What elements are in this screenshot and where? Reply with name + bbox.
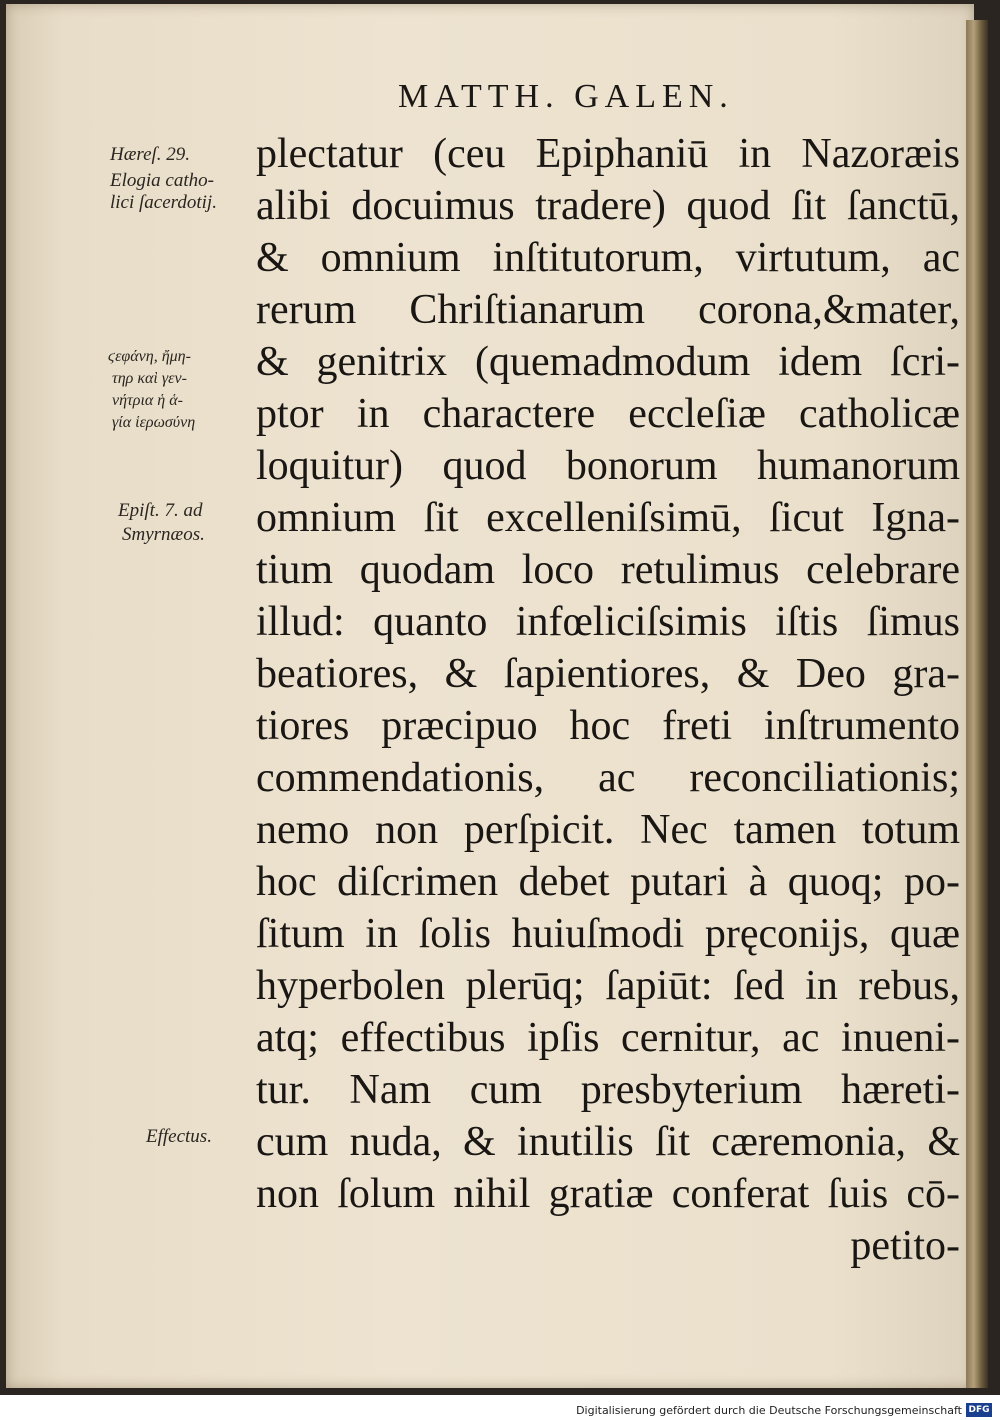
- body-line: ſitum in ſolis huiuſmodi pręconijs, quæ: [256, 911, 960, 957]
- footer-credit: Digitalisierung gefördert durch die Deutsche Forschungsgemeinschaft: [576, 1404, 962, 1417]
- page-edge: [966, 20, 988, 1388]
- body-line: beatiores, & ſapientiores, & Deo gra-: [256, 651, 960, 697]
- body-line: omnium ſit excelleniſsimū, ſicut Igna-: [256, 495, 960, 541]
- body-line: tium quodam loco retulimus celebrare: [256, 547, 960, 593]
- margin-note-greek: ϛεφάνη, ἤμη-: [108, 348, 191, 365]
- body-line: rerum Chriſtianarum corona,&mater,: [256, 287, 960, 333]
- body-line: & omnium inſtitutorum, virtutum, ac: [256, 235, 960, 281]
- body-line: non ſolum nihil gratiæ conferat ſuis cō-: [256, 1171, 960, 1217]
- margin-note-epist: Smyrnæos.: [122, 524, 205, 545]
- body-line: loquitur) quod bonorum humanorum: [256, 443, 960, 489]
- body-line: hyperbolen plerūq; ſapiūt: ſed in rebus,: [256, 963, 960, 1009]
- body-line: atq; effectibus ipſis cernitur, ac inueni-: [256, 1015, 960, 1061]
- body-line: ptor in charactere eccleſiæ catholicæ: [256, 391, 960, 437]
- margin-note-effectus: Effectus.: [146, 1126, 212, 1147]
- body-line: illud: quanto infœliciſsimis iſtis ſimus: [256, 599, 960, 645]
- body-line: tiores præcipuo hoc freti inſtrumento: [256, 703, 960, 749]
- margin-note-elogia: lici ſacerdotij.: [110, 192, 217, 213]
- body-line: commendationis, ac reconciliationis;: [256, 755, 960, 801]
- margin-note-elogia: Elogia catho-: [110, 170, 214, 191]
- body-line: & genitrix (quemadmodum idem ſcri-: [256, 339, 960, 385]
- margin-note-haeres: Hæreſ. 29.: [110, 144, 191, 165]
- running-head: MATTH. GALEN.: [398, 78, 734, 115]
- margin-note-greek: τηρ καὶ γεν-: [112, 370, 187, 387]
- margin-note-greek: γία ἱερωσύνη: [112, 414, 196, 431]
- dfg-logo: DFG: [966, 1403, 992, 1417]
- body-line: hoc diſcrimen debet putari à quoq; po-: [256, 859, 960, 905]
- margin-note-epist: Epiſt. 7. ad: [118, 500, 203, 521]
- body-line: tur. Nam cum presbyterium hæreti-: [256, 1067, 960, 1113]
- body-line: alibi docuimus tradere) quod ſit ſanctū,: [256, 183, 960, 229]
- body-line: cum nuda, & inutilis ſit cæremonia, &: [256, 1119, 960, 1165]
- body-line: plectatur (ceu Epiphaniū in Nazoræis: [256, 131, 960, 177]
- catchword: petito-: [850, 1223, 960, 1269]
- body-line: nemo non perſpicit. Nec tamen totum: [256, 807, 960, 853]
- margin-note-greek: νήτρια ἡ ἁ-: [112, 392, 183, 409]
